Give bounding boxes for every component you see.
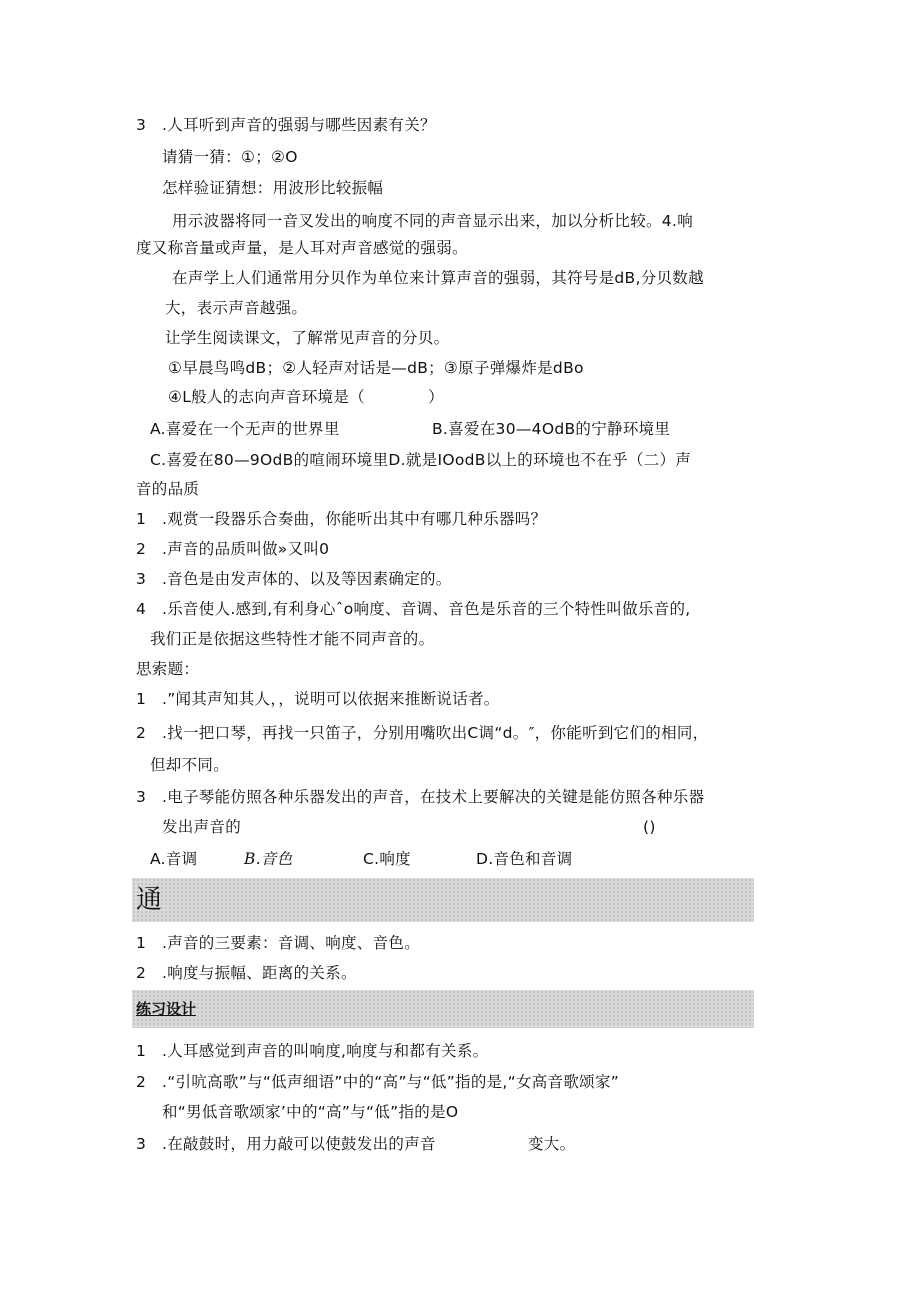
practice-item-3: 3 .在敲鼓时，用力敲可以使鼓发出的声音 <box>136 1135 436 1153</box>
decibel-line: 在声学上人们通常用分贝作为单位来计算声音的强弱，其符号是dB,分贝数越 <box>172 269 704 287</box>
summary-title: 通 <box>136 885 163 915</box>
option-a: A.喜爱在一个无声的世界里 <box>150 420 340 438</box>
ideal-environment-question: ④L般人的志向声音环境是（ ） <box>168 388 444 406</box>
quality-item-3: 3 .音色是由发声体的、以及等因素确定的。 <box>136 570 452 588</box>
practice-band <box>132 990 754 1028</box>
choice-a: A.音调 <box>150 850 198 868</box>
quality-item-2: 2 .声音的品质叫做»又叫0 <box>136 540 330 558</box>
choice-c: C.响度 <box>363 850 411 868</box>
summary-band <box>132 878 754 922</box>
summary-item-2: 2 .响度与振幅、距离的关系。 <box>136 964 357 982</box>
practice-item-2: 2 .“引吭高歌”与“低声细语”中的“高”与“低”指的是,“女高音歌颂家” <box>136 1073 620 1091</box>
answer-blank: () <box>643 818 656 836</box>
option-c-d-line: C.喜爱在80—9OdB的喧闹环境里D.就是IOodB以上的环境也不在乎（二）声 <box>150 451 692 469</box>
practice-title: 练习设计 <box>136 1000 197 1018</box>
thinking-item-2: 2 .找一把口琴，再找一只笛子，分别用嘴吹出C调“d。″，你能听到它们的相同， <box>136 724 709 742</box>
decibel-examples-line: ①早晨鸟鸣dB；②人轻声对话是—dB；③原子弹爆炸是dBo <box>168 359 584 377</box>
thinking-item-3-cont: 发出声音的 <box>162 818 242 836</box>
practice-item-3-end: 变大。 <box>528 1135 576 1153</box>
practice-item-1: 1 .人耳感觉到声音的叫响度,响度与和都有关系。 <box>136 1042 489 1060</box>
guess-line: 请猜一猜：①；②O <box>162 148 298 166</box>
quality-item-1: 1 .观赏一段器乐合奏曲，你能听出其中有哪几种乐器吗？ <box>136 510 547 528</box>
thinking-questions-heading: 思索题： <box>136 660 200 678</box>
summary-item-1: 1 .声音的三要素：音调、响度、音色。 <box>136 934 420 952</box>
quality-item-4-cont: 我们正是依据这些特性才能不同声音的。 <box>150 630 435 648</box>
loudness-definition-line: 度又称音量或声量，是人耳对声音感觉的强弱。 <box>136 239 468 257</box>
choice-d: D.音色和音调 <box>476 850 573 868</box>
thinking-item-3: 3 .电子琴能仿照各种乐器发出的声音，在技术上要解决的关键是能仿照各种乐器 <box>136 788 705 806</box>
sound-quality-heading-cont: 音的品质 <box>136 480 200 498</box>
decibel-line-cont: 大，表示声音越强。 <box>165 299 308 317</box>
oscilloscope-line: 用示波器将同一音叉发出的响度不同的声音显示出来，加以分析比较。4.响 <box>172 212 693 230</box>
verify-line: 怎样验证猜想：用波形比较振幅 <box>162 179 384 197</box>
option-b: B.喜爱在30—4OdB的宁静环境里 <box>432 420 671 438</box>
quality-item-4: 4 .乐音使人.感到,有利身心ˆo响度、音调、音色是乐音的三个特性叫做乐音的, <box>136 600 691 618</box>
reading-line: 让学生阅读课文，了解常见声音的分贝。 <box>165 329 450 347</box>
practice-item-2-cont: 和“男低音歌颂家’中的“高”与“低”指的是O <box>162 1103 459 1121</box>
question-3-loudness: 3 .人耳听到声音的强弱与哪些因素有关？ <box>136 116 436 134</box>
thinking-item-2-cont: 但却不同。 <box>150 756 230 774</box>
choice-b: B.音色 <box>244 850 293 868</box>
thinking-item-1: 1 .”闻其声知其人，，说明可以依据来推断说话者。 <box>136 690 500 708</box>
